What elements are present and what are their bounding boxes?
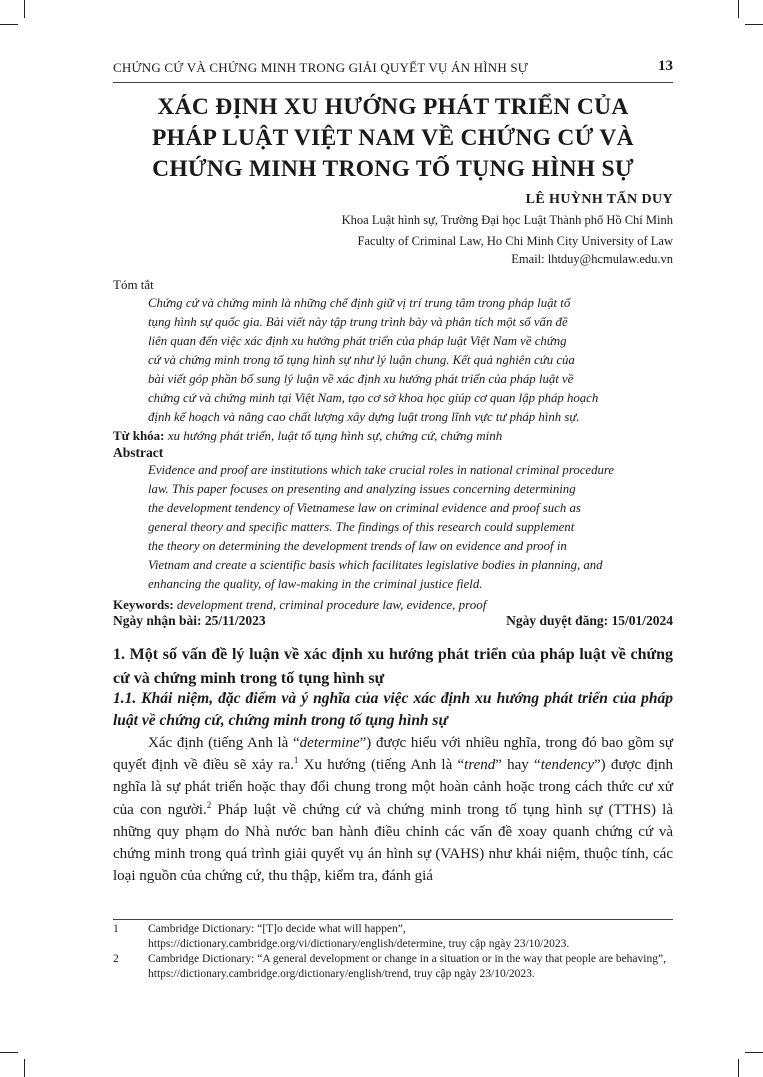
section-heading: 1. Một số vấn đề lý luận về xác định xu hướng phát triển của pháp luật về chứng cứ và chứng minh trong tố tụng hình sự	[113, 646, 673, 687]
body-paragraph: Xác định (tiếng Anh là “determine”) được hiểu với nhiều nghĩa, trong đó bao gồm sự quyết định về điều sẽ xảy ra.$^1$ Xu hướng (tiếng Anh là “trend” hay “tendency”) được định nghĩa là sự phát triển hoặc thay đổi chung trong một hoàn cảnh hoặc trong cách thức cư xử của con người.$^2$ Pháp luật về chứng cứ và chứng minh trong tố tụng hình sự (TTHS) là những quy phạm do Nhà nước ban hành điều chỉnh các vấn đề xoay quanh chứng cứ và chứng minh trong quá trình giải quyết vụ án hình sự (VAHS) như khái niệm, thuộc tính, các loại nguồn của chứng cứ, thu thập, kiểm tra, đánh giá	[113, 735, 674, 885]
summary-vi-label: Tóm tắt	[113, 277, 154, 292]
page-number: 13	[658, 58, 673, 74]
crop-mark-top-right-h	[745, 24, 763, 25]
term-determine: determine	[299, 735, 360, 751]
keywords-vi	[113, 428, 673, 444]
crop-mark-top-left	[24, 0, 25, 18]
summary-vi-line: bài viết góp phần bổ sung lý luận về xác định xu hướng phát triển của pháp luật về	[148, 372, 574, 386]
summary-vi-line: Chứng cứ và chứng minh là những chế định giữ vị trí trung tâm trong pháp luật tố	[148, 296, 571, 310]
keywords-en	[113, 597, 673, 613]
crop-mark-bottom-right-h	[745, 1052, 763, 1053]
abstract-en-line: enhancing the quality, of law-making in the criminal justice field.	[148, 577, 483, 591]
keywords-en-label: Keywords:	[113, 597, 174, 612]
summary-vi-line: liên quan đến việc xác định xu hướng phát triển của pháp luật Việt Nam về chứng	[148, 334, 567, 348]
footnote-divider	[113, 919, 673, 920]
author-name: LÊ HUỲNH TẤN DUY	[525, 192, 673, 207]
keywords-vi-label: Từ khóa:	[113, 428, 165, 443]
term-trend: trend	[464, 757, 496, 774]
affiliation-en: Faculty of Criminal Law, Ho Chi Minh City University of Law	[357, 234, 673, 248]
footnote-1	[113, 922, 673, 952]
abstract-en-text	[148, 461, 673, 594]
footnote-text: Cambridge Dictionary: “A general development or change in a situation or in the way that people are behaving”, https://dictionary.cambridge.org/dictionary/english/trend, truy cập ngày 23/10/2023.	[148, 953, 666, 980]
footnote-ref-1[interactable]: 1	[293, 755, 299, 766]
keywords-vi-text: xu hướng phát triển, luật tố tụng hình sự, chứng cứ, chứng minh	[167, 428, 503, 443]
abstract-en-line: the development tendency of Vietnamese law on criminal evidence and proof such as	[148, 501, 581, 515]
summary-vi-line: cứ và chứng minh trong tố tụng hình sự như lý luận chung. Kết quả nghiên cứu của	[148, 353, 575, 367]
summary-vi-line: tụng hình sự quốc gia. Bài viết này tập trung trình bày và phân tích một số vấn đề	[148, 315, 568, 329]
received-date: Ngày nhận bài: 25/11/2023	[113, 613, 266, 628]
summary-vi-line: chứng cứ và chứng minh tại Việt Nam, tạo cơ sở khoa học giúp cơ quan lập pháp hoạch	[148, 391, 599, 405]
footnote-2	[113, 952, 673, 992]
article-title	[113, 92, 673, 185]
abstract-en-line: general theory and specific matters. The findings of this research could supplement	[148, 520, 575, 534]
summary-vi-line: định kế hoạch và nâng cao chất lượng xây dựng luật trong lĩnh vực tư pháp hình sự.	[148, 410, 580, 424]
running-header	[113, 60, 673, 82]
affiliation-vi: Khoa Luật hình sự, Trường Đại học Luật Thành phố Hồ Chí Minh	[341, 213, 673, 227]
abstract-en-line: law. This paper focuses on presenting and analyzing issues concerning determining	[148, 482, 576, 496]
author-email: Email: lhtduy@hcmulaw.edu.vn	[511, 252, 673, 266]
subsection-heading: 1.1. Khái niệm, đặc điểm và ý nghĩa của việc xác định xu hướng phát triển của pháp luật về chứng cứ, chứng minh trong tố tụng hình sự	[113, 690, 673, 729]
term-tendency: tendency	[540, 757, 595, 774]
abstract-en-line: the theory on determining the development trends of law on evidence and proof in	[148, 539, 567, 553]
footnote-ref-2[interactable]: 2	[206, 799, 212, 810]
keywords-en-text: development trend, criminal procedure law, evidence, proof	[176, 597, 487, 612]
article-dates	[113, 613, 673, 629]
crop-mark-bottom-left	[24, 1059, 25, 1077]
footnote-number: 2	[113, 953, 119, 965]
title-line-1: XÁC ĐỊNH XU HƯỚNG PHÁT TRIỂN CỦA	[157, 94, 629, 120]
abstract-en-line: Evidence and proof are institutions which take crucial roles in national criminal procedure	[148, 463, 615, 477]
footnote-text: Cambridge Dictionary: “[T]o decide what will happen”, https://dictionary.cambridge.org/vi/dictionary/english/determine, truy cập ngày 23/10/2023.	[148, 923, 570, 950]
crop-mark-bottom-right	[738, 1059, 739, 1077]
title-line-2: PHÁP LUẬT VIỆT NAM VỀ CHỨNG CỨ VÀ	[152, 125, 634, 151]
header-divider	[113, 82, 673, 83]
title-line-3: CHỨNG MINH TRONG TỐ TỤNG HÌNH SỰ	[152, 156, 634, 182]
crop-mark-top-left-h	[0, 24, 18, 25]
crop-mark-bottom-left-h	[0, 1052, 18, 1053]
summary-vi-text	[148, 294, 673, 427]
running-title: CHỨNG CỨ VÀ CHỨNG MINH TRONG GIẢI QUYẾT VỤ ÁN HÌNH SỰ	[113, 60, 529, 75]
footnote-number: 1	[113, 923, 119, 935]
abstract-en-label: Abstract	[113, 445, 164, 460]
crop-mark-top-right	[738, 0, 739, 18]
abstract-en-line: Vietnam and create a scientific basis which facilitates legislative bodies in planning, and	[148, 558, 603, 572]
accepted-date: Ngày duyệt đăng: 15/01/2024	[506, 613, 673, 628]
